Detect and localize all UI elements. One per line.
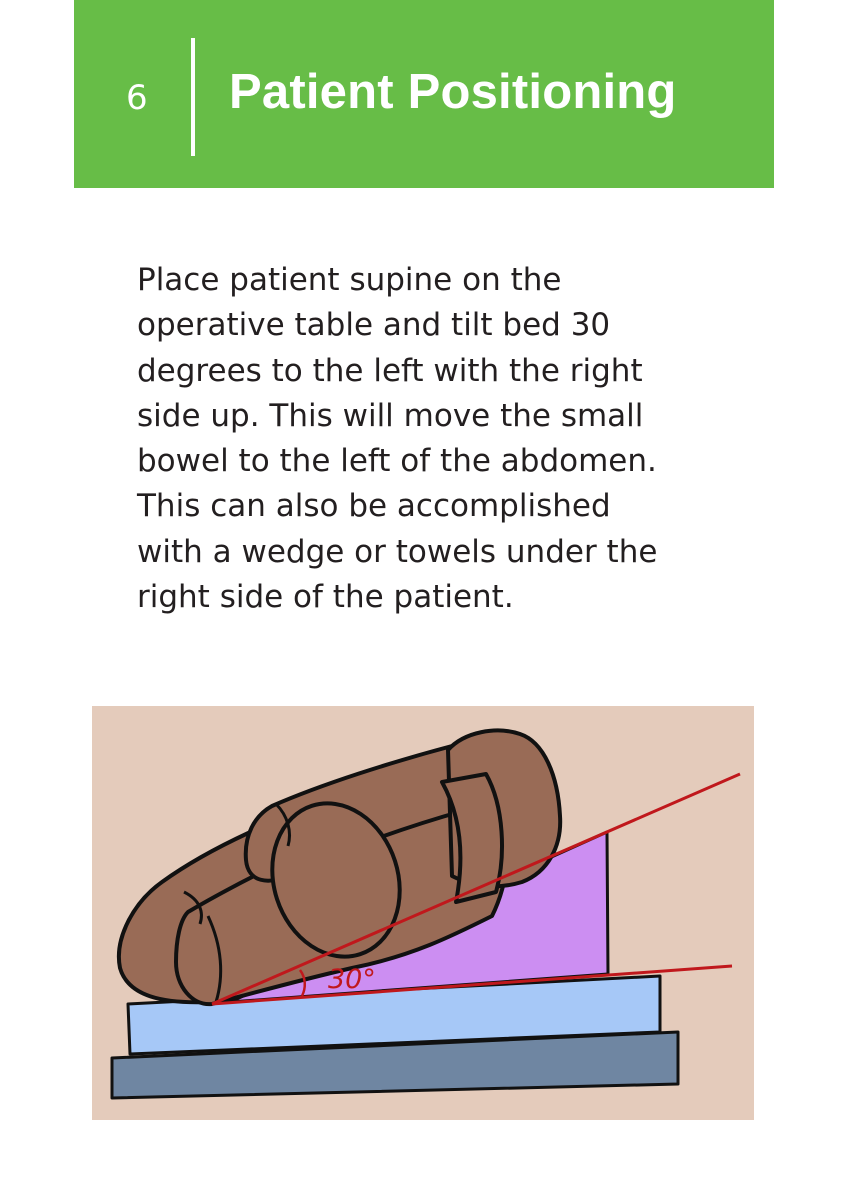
instruction-line: side up. This will move the small (137, 397, 644, 434)
header-divider (191, 38, 195, 156)
section-number: 6 (126, 78, 148, 118)
instruction-line: Place patient supine on the (137, 262, 562, 298)
page-title: Patient Positioning (229, 65, 677, 119)
instruction-line: This can also be accomplished (137, 488, 611, 525)
instruction-line: bowel to the left of the abdomen. (137, 443, 657, 480)
angle-label: 30° (328, 964, 376, 995)
instruction-line: operative table and tilt bed 30 (137, 307, 611, 344)
instruction-text (137, 258, 747, 620)
instruction-line: with a wedge or towels under the (137, 533, 658, 570)
instruction-line: degrees to the left with the right (137, 352, 643, 389)
patient-positioning-illustration (92, 706, 754, 1120)
instruction-line: right side of the patient. (137, 579, 514, 616)
